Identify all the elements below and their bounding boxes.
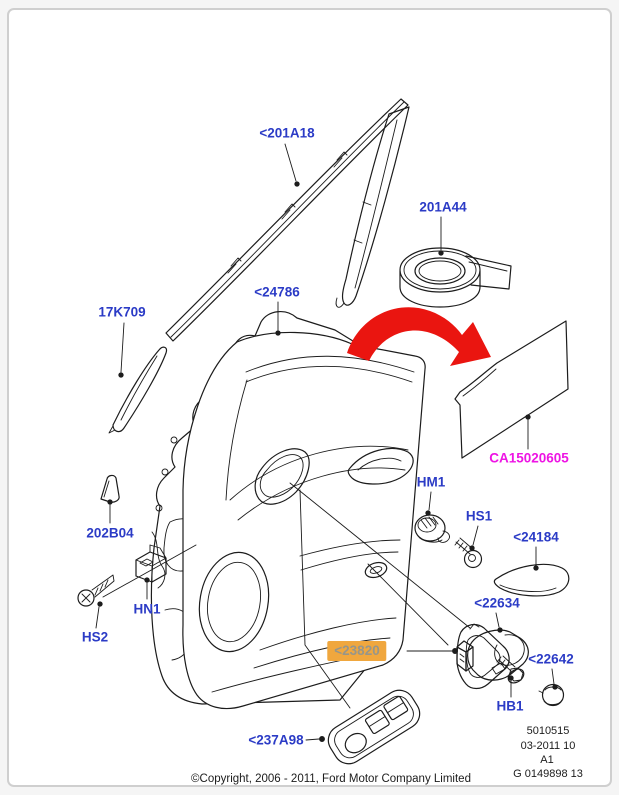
plate-number: 5010515	[526, 725, 570, 737]
switch-23820-drawing	[457, 630, 528, 680]
plate-revision: A1	[540, 754, 554, 766]
screw-HS2-drawing	[78, 575, 114, 606]
tape-roll-drawing	[400, 248, 511, 307]
part-label-23820-highlighted[interactable]: <23820	[327, 641, 386, 661]
pillar-trim-drawing	[109, 347, 166, 433]
part-label-24184[interactable]: <24184	[513, 529, 559, 545]
door-trim-panel-drawing	[183, 332, 425, 708]
part-label-237A98[interactable]: <237A98	[248, 732, 304, 748]
part-label-HS1[interactable]: HS1	[465, 508, 493, 524]
part-label-22634[interactable]: <22634	[474, 595, 520, 611]
part-label-201A44[interactable]: 201A44	[419, 199, 467, 215]
part-label-201A18[interactable]: <201A18	[259, 125, 315, 141]
part-label-CA15020605[interactable]: CA15020605	[489, 450, 569, 466]
plate-date: 03-2011 10	[520, 740, 576, 752]
part-label-HM1[interactable]: HM1	[416, 474, 446, 490]
plate-drawing-number: G 0149898 13	[513, 768, 583, 780]
part-label-HN1[interactable]: HN1	[133, 601, 161, 617]
part-label-HB1[interactable]: HB1	[496, 698, 524, 714]
cap-22642-drawing	[539, 685, 564, 706]
part-label-17K709[interactable]: 17K709	[98, 304, 146, 320]
screw-HS1-drawing	[455, 538, 482, 568]
copyright-notice: ©Copyright, 2006 - 2011, Ford Motor Company Limited	[191, 773, 471, 785]
clip-202B04-drawing	[101, 475, 119, 502]
part-label-202B04[interactable]: 202B04	[86, 525, 134, 541]
part-label-HS2[interactable]: HS2	[81, 629, 109, 645]
handle-trim-24184-drawing	[494, 564, 568, 596]
part-label-22642[interactable]: <22642	[528, 651, 574, 667]
part-label-24786[interactable]: <24786	[254, 284, 300, 300]
plug-HM1-drawing	[415, 515, 450, 542]
